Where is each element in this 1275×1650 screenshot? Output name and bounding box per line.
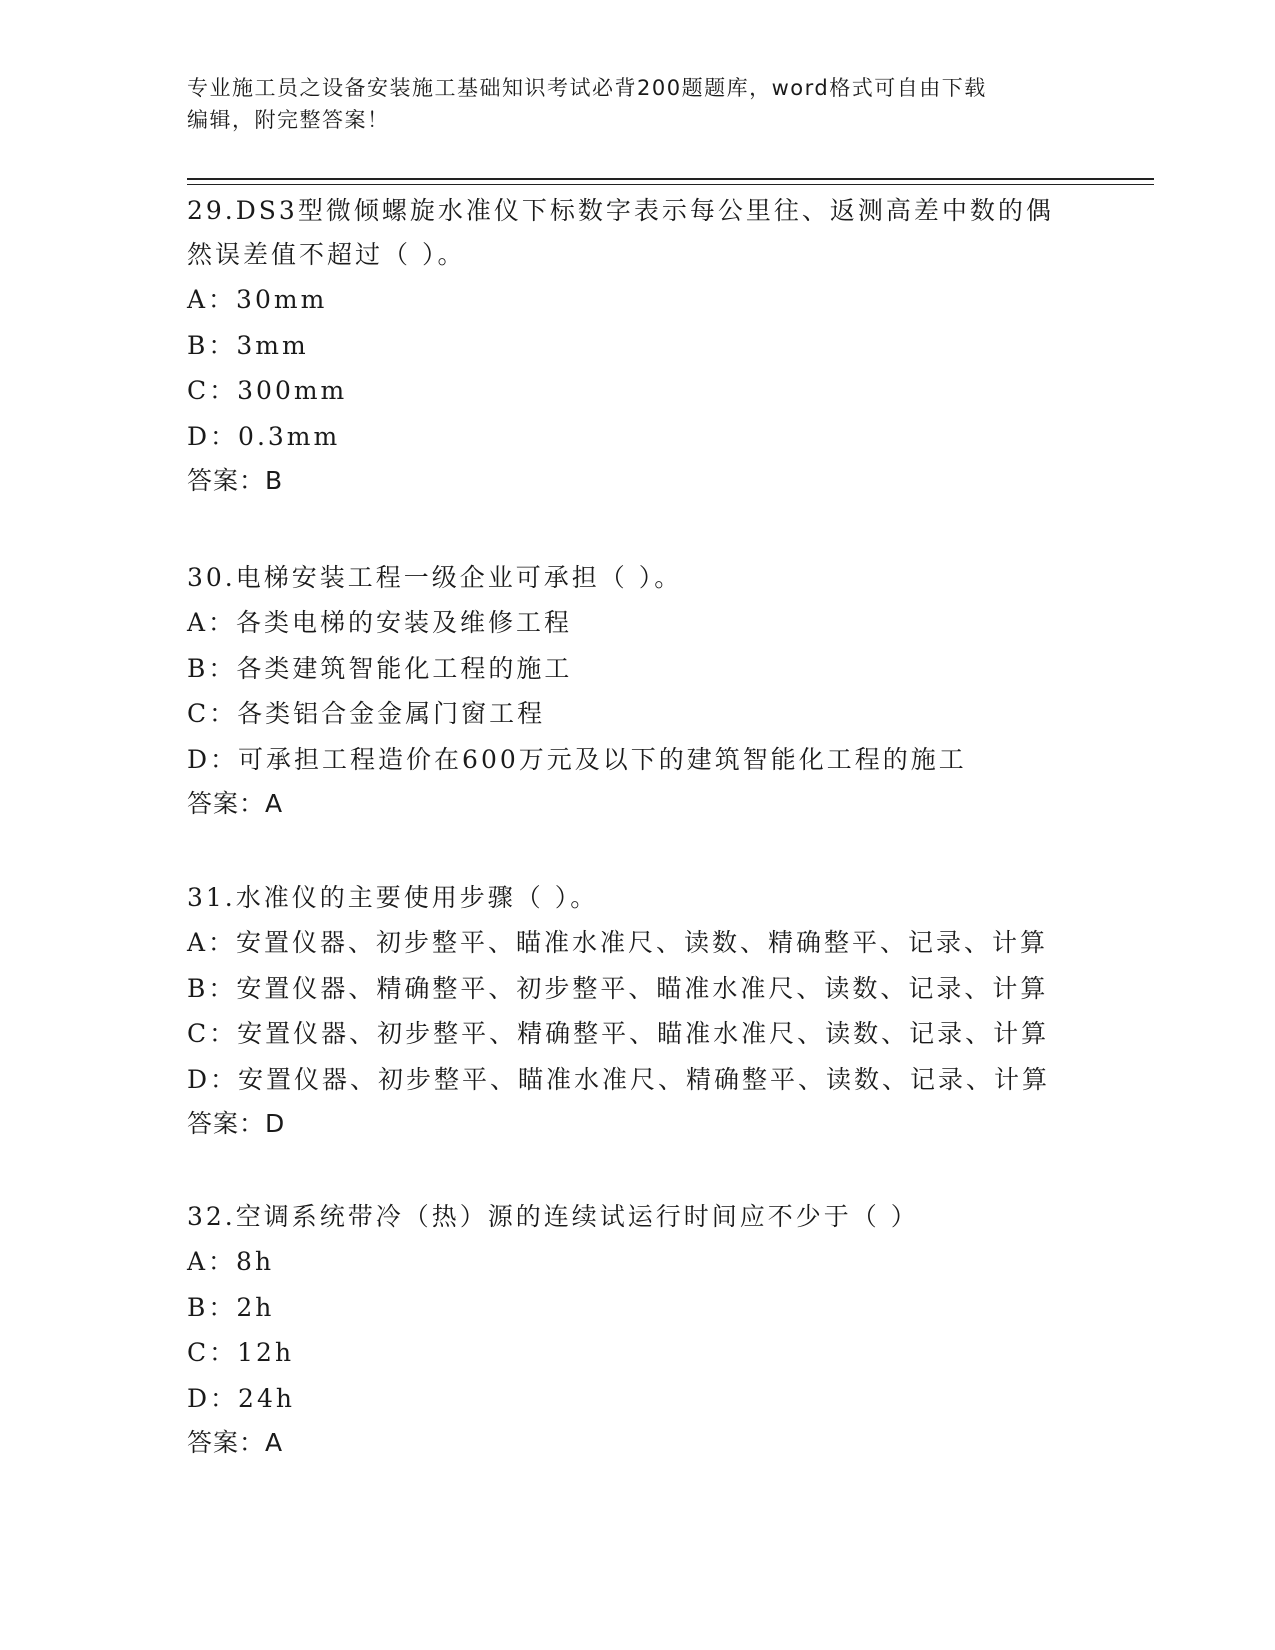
question-29: [187, 189, 1087, 503]
header-line-1: 专业施工员之设备安装施工基础知识考试必背200题题库，word格式可自由下载: [187, 76, 987, 100]
document-header: [187, 72, 1067, 136]
option-c: C：各类铝合金金属门窗工程: [187, 699, 546, 728]
question-30: [187, 556, 1087, 826]
option-b: B：各类建筑智能化工程的施工: [187, 653, 573, 683]
answer: 答案：A: [187, 789, 284, 818]
header-divider-thick: [187, 178, 1154, 180]
question-stem: 29.DS3型微倾螺旋水准仪下标数字表示每公里往、返测高差中数的偶: [187, 196, 1054, 225]
option-b: B：3mm: [187, 330, 309, 360]
question-stem: 30.电梯安装工程一级企业可承担（ ）。: [187, 563, 683, 592]
option-c: C：12h: [187, 1338, 295, 1367]
question-31: [187, 876, 1087, 1146]
option-c: C：安置仪器、初步整平、精确整平、瞄准水准尺、读数、记录、计算: [187, 1019, 1050, 1048]
question-stem: 32.空调系统带冷（热）源的连续试运行时间应不少于（ ）: [187, 1202, 919, 1231]
question-stem: 31.水准仪的主要使用步骤（ ）。: [187, 883, 599, 912]
option-d: D：安置仪器、初步整平、瞄准水准尺、精确整平、读数、记录、计算: [187, 1064, 1051, 1094]
question-32: [187, 1195, 1087, 1465]
answer: 答案：A: [187, 1428, 284, 1457]
option-a: A：安置仪器、初步整平、瞄准水准尺、读数、精确整平、记录、计算: [187, 928, 1049, 957]
answer: 答案：D: [187, 1109, 286, 1138]
option-b: B：2h: [187, 1292, 275, 1322]
option-a: A：8h: [187, 1247, 275, 1276]
question-stem-continued: 然误差值不超过（ ）。: [187, 240, 466, 269]
option-d: D：可承担工程造价在600万元及以下的建筑智能化工程的施工: [187, 744, 967, 774]
option-c: C：300mm: [187, 376, 348, 405]
option-a: A：30mm: [187, 285, 328, 314]
option-d: D：0.3mm: [187, 421, 341, 451]
option-a: A：各类电梯的安装及维修工程: [187, 608, 573, 637]
option-b: B：安置仪器、精确整平、初步整平、瞄准水准尺、读数、记录、计算: [187, 973, 1049, 1003]
header-divider-thin: [187, 184, 1154, 185]
option-d: D：24h: [187, 1383, 295, 1413]
answer: 答案：B: [187, 466, 284, 495]
header-line-2: 编辑，附完整答案！: [187, 108, 390, 132]
